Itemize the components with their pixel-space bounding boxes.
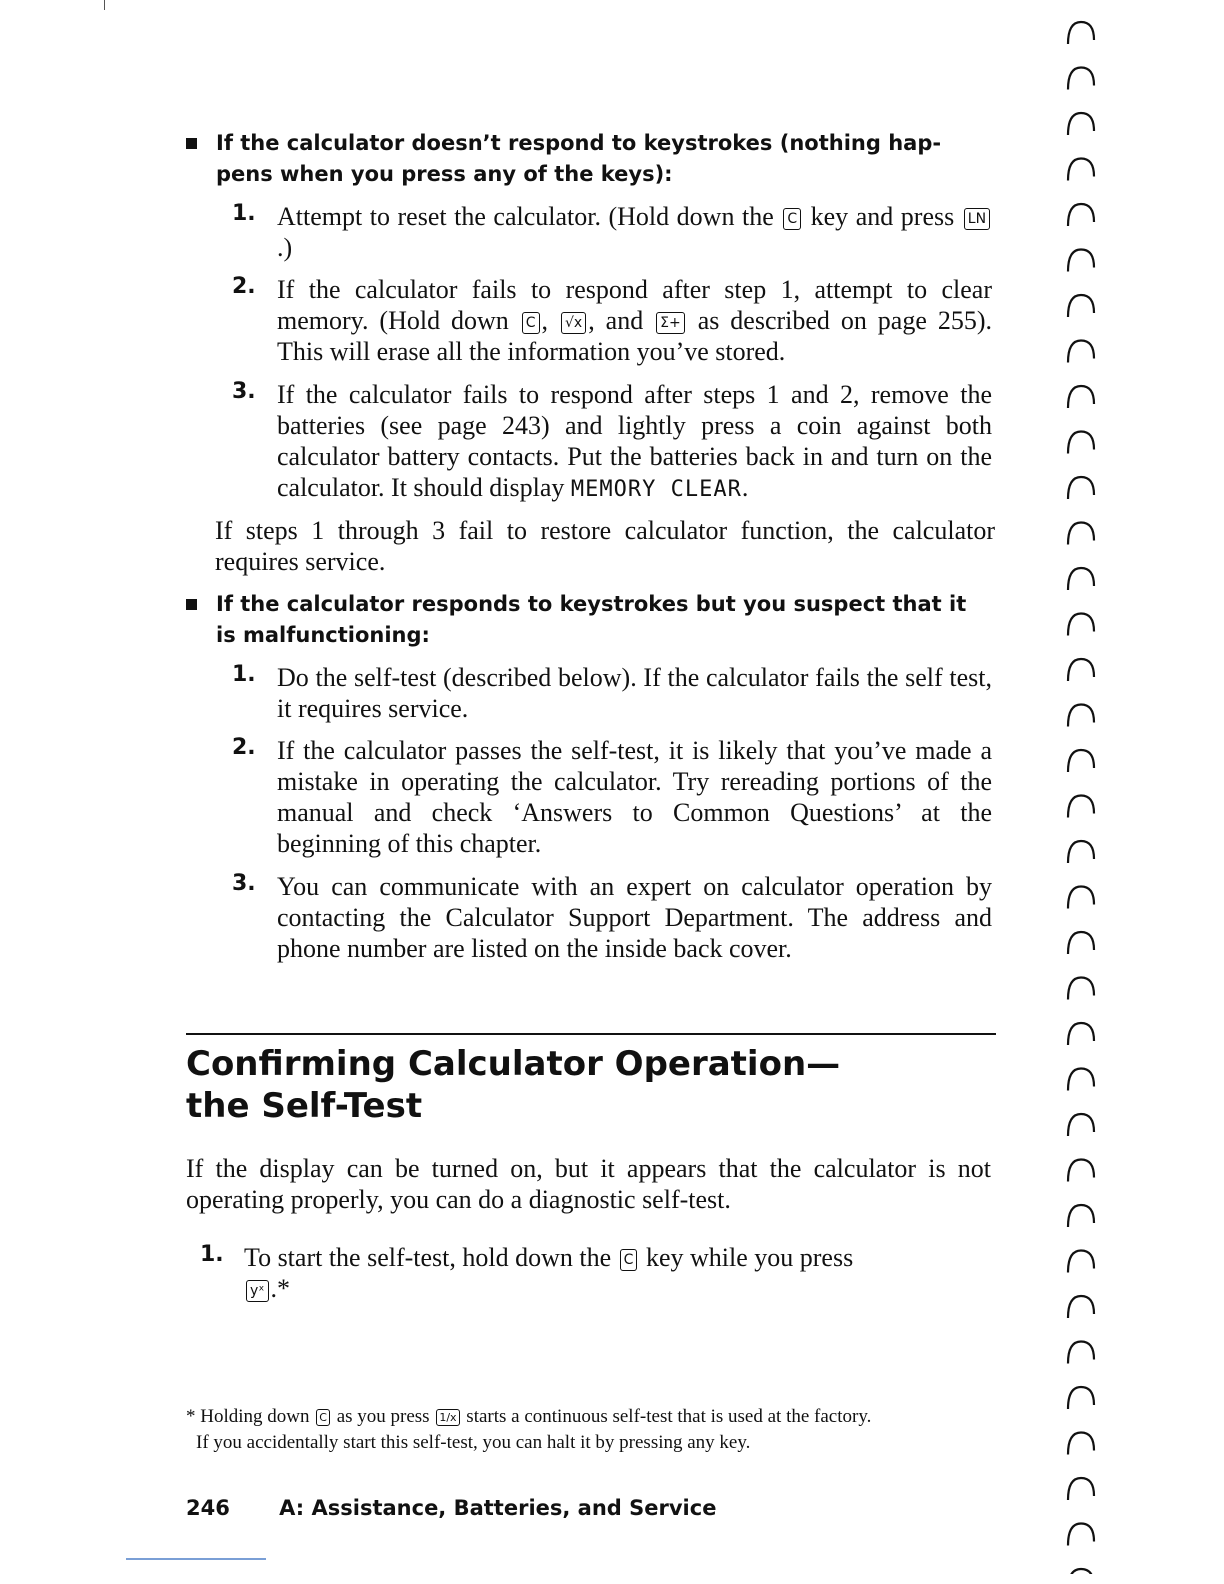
step-text: If the calculator fails to respond after steps 1 and 2, remove the batteries (see page 243) and lightly press a coin against both calculator battery contacts. Put the batteries back in and turn on the calculator. It should display MEMORY CLEAR.	[277, 380, 992, 502]
binding-ring-mark	[1068, 386, 1094, 408]
section-heading-malfunction	[186, 589, 1006, 651]
heading-line: pens when you press any of the keys):	[216, 162, 673, 186]
step-number: 2.	[232, 274, 256, 299]
page-number: 246	[186, 1496, 230, 1520]
step-text: You can communicate with an expert on calculator operation by contacting the Calculator Support Department. The address and phone number are listed on the inside back cover.	[277, 872, 992, 963]
step-number: 2.	[232, 735, 256, 760]
binding-ring-mark	[1068, 1296, 1094, 1318]
step-item	[200, 1242, 990, 1304]
binding-ring-mark	[1068, 978, 1094, 1000]
reciprocal-key-icon: 1/x	[436, 1409, 459, 1426]
section-divider	[186, 1033, 996, 1035]
binding-ring-mark	[1068, 659, 1094, 681]
binding-ring-mark	[1068, 477, 1094, 499]
step-item	[232, 735, 992, 859]
step-number: 1.	[232, 662, 256, 687]
step-item	[232, 871, 992, 964]
y-power-x-key-icon: yˣ	[246, 1280, 269, 1302]
sqrt-key-icon: √x	[561, 312, 586, 334]
lcd-message: MEMORY CLEAR	[570, 477, 742, 502]
binding-ring-mark	[1068, 1478, 1094, 1500]
binding-ring-mark	[1068, 432, 1094, 454]
binding-ring-mark	[1068, 841, 1094, 863]
binding-ring-mark	[1068, 1023, 1094, 1045]
binding-ring-mark	[1068, 705, 1094, 727]
step-number: 1.	[232, 201, 256, 226]
binding-ring-mark	[1068, 1387, 1094, 1409]
page-footer	[186, 1496, 716, 1520]
c-key-icon: C	[522, 312, 540, 334]
step-number: 3.	[232, 379, 256, 404]
heading-line: is malfunctioning:	[216, 623, 430, 647]
c-key-icon: C	[316, 1409, 330, 1426]
binding-ring-mark	[1068, 250, 1094, 272]
intro-paragraph: If the display can be turned on, but it appears that the calculator is not operating properly, you can do a diagnostic self-test.	[186, 1154, 991, 1214]
step-text: If the calculator passes the self-test, it is likely that you’ve made a mistake in operating the calculator. Try rereading portions of the manual and check ‘Answers to Common Questions’ at the beginning of this chapter.	[277, 736, 992, 858]
scan-artifact-line	[126, 1558, 266, 1560]
heading-line: If the calculator responds to keystrokes but you suspect that it	[216, 592, 967, 616]
spiral-binding-marks	[1062, 14, 1112, 1574]
bullet-square-icon	[186, 138, 197, 149]
binding-ring-mark	[1068, 341, 1094, 363]
title-line: the Self-Test	[186, 1086, 423, 1126]
binding-ring-mark	[1068, 523, 1094, 545]
binding-ring-mark	[1068, 887, 1094, 909]
binding-ring-mark	[1068, 932, 1094, 954]
c-key-icon: C	[620, 1249, 638, 1271]
heading-line: If the calculator doesn’t respond to keystrokes (nothing hap-	[216, 131, 942, 155]
section-title	[186, 1043, 840, 1127]
binding-ring-mark	[1068, 68, 1094, 90]
chapter-title: A: Assistance, Batteries, and Service	[279, 1496, 717, 1520]
step-number: 1.	[200, 1242, 224, 1267]
binding-ring-mark	[1068, 22, 1094, 44]
binding-ring-mark	[1068, 204, 1094, 226]
binding-ring-mark	[1068, 1160, 1094, 1182]
scan-artifact-line	[104, 0, 105, 10]
section-heading-no-response	[186, 128, 1006, 190]
binding-ring-mark	[1068, 1251, 1094, 1273]
step-item	[232, 379, 992, 505]
step-text: If the calculator fails to respond after step 1, attempt to clear memory. (Hold down C , √x , and Σ+ as described on page 255). This will erase all the information you’ve stored.	[277, 275, 992, 366]
step-text: Attempt to reset the calculator. (Hold down the C key and press LN.)	[277, 201, 992, 263]
binding-ring-mark	[1068, 1342, 1094, 1364]
step-item	[232, 274, 992, 367]
binding-ring-mark	[1068, 1569, 1094, 1574]
binding-ring-mark	[1068, 750, 1094, 772]
footnote: * Holding down C as you press 1/x starts a continuous self-test that is used at the factory. If you accidentally start this self-test, you can halt it by pressing any key.	[186, 1406, 872, 1453]
binding-ring-mark	[1068, 1433, 1094, 1455]
conclusion-paragraph: If steps 1 through 3 fail to restore calculator function, the calculator requires service.	[215, 516, 995, 576]
binding-ring-mark	[1068, 1205, 1094, 1227]
step-number: 3.	[232, 871, 256, 896]
bullet-square-icon	[186, 599, 197, 610]
binding-ring-mark	[1068, 796, 1094, 818]
binding-ring-mark	[1068, 614, 1094, 636]
c-key-icon: C	[783, 208, 801, 230]
ln-key-icon: LN	[964, 208, 990, 230]
step-item	[232, 201, 992, 263]
step-text: Do the self-test (described below). If the calculator fails the self test, it requires service.	[277, 663, 992, 723]
sigma-plus-key-icon: Σ+	[656, 312, 685, 334]
binding-ring-mark	[1068, 1524, 1094, 1546]
binding-ring-mark	[1068, 1114, 1094, 1136]
binding-ring-mark	[1068, 113, 1094, 135]
binding-ring-mark	[1068, 1069, 1094, 1091]
step-item	[232, 662, 992, 724]
binding-ring-mark	[1068, 568, 1094, 590]
binding-ring-mark	[1068, 159, 1094, 181]
title-line: Confirming Calculator Operation—	[186, 1044, 841, 1084]
step-text: To start the self-test, hold down the C key while you press yˣ .*	[244, 1243, 854, 1303]
binding-ring-mark	[1068, 295, 1094, 317]
